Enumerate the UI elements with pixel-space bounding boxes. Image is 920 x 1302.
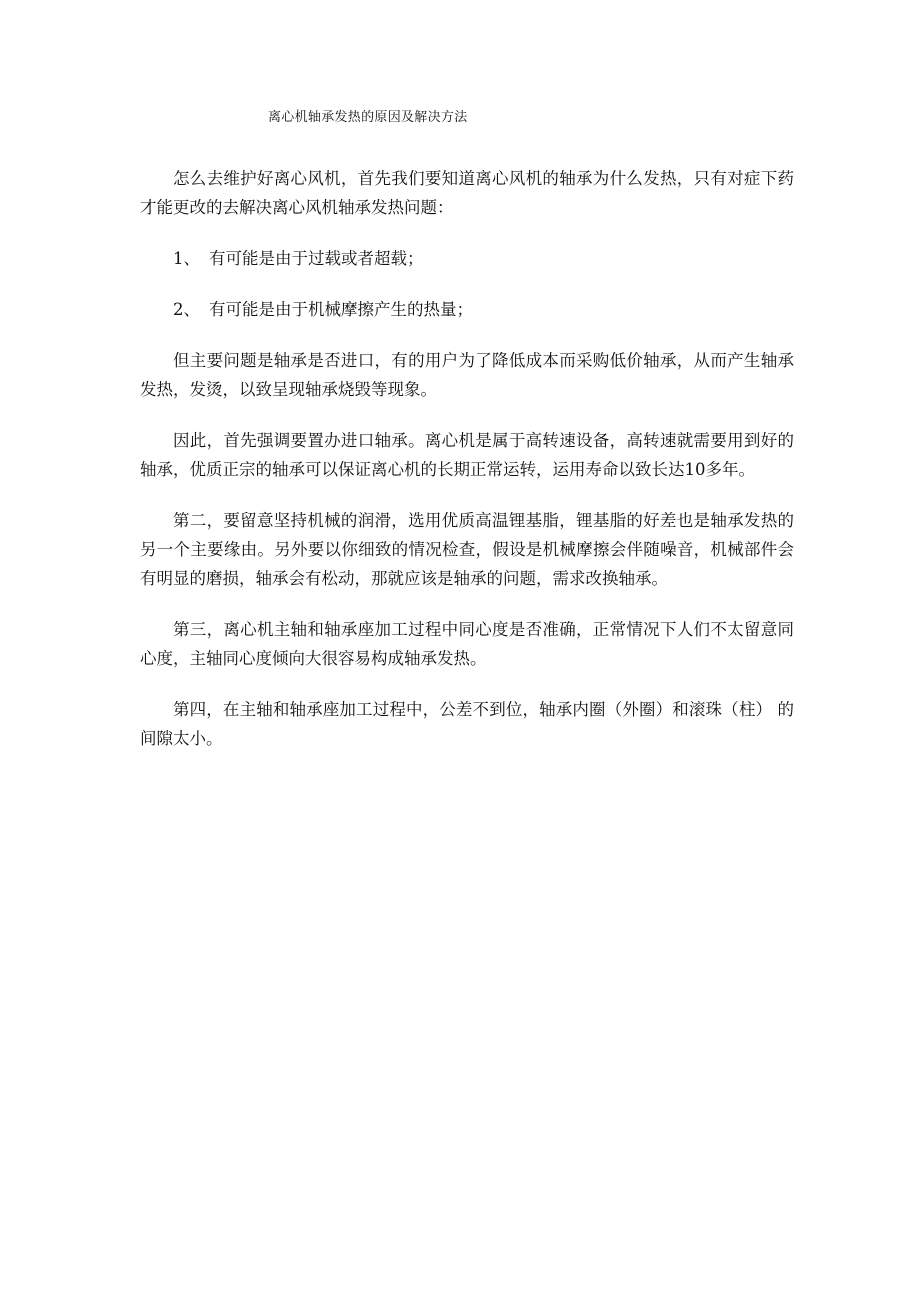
paragraph-imported-bearings: 但主要问题是轴承是否进口，有的用户为了降低成本而采购低价轴承，从而产生轴承发热，发烫，以致呈现轴承烧毁等现象。 <box>140 351 794 399</box>
paragraph-tolerance: 第四，在主轴和轴承座加工过程中，公差不到位，轴承内圈（外圈）和滚珠（柱） 的间隙太小。 <box>140 700 794 748</box>
document-title: 离心机轴承发热的原因及解决方法 <box>268 110 468 125</box>
paragraph-concentricity: 第三，离心机主轴和轴承座加工过程中同心度是否准确，正常情况下人们不太留意同心度，主轴同心度倾向大很容易构成轴承发热。 <box>140 620 794 668</box>
paragraph-lubrication: 第二，要留意坚持机械的润滑，选用优质高温锂基脂，锂基脂的好差也是轴承发热的另一个主要缘由。另外要以你细致的情况检查，假设是机械摩擦会伴随噪音，机械部件会有明显的磨损，轴承会有松动，那就应该是轴承的问题，需求改换轴承。 <box>140 511 794 588</box>
list-text-2: 有可能是由于机械摩擦产生的热量； <box>209 300 473 319</box>
list-number-1: 1、 <box>173 249 200 268</box>
list-item-2 <box>140 295 794 324</box>
list-text-1: 有可能是由于过载或者超载； <box>209 249 424 268</box>
list-number-2: 2、 <box>173 300 200 319</box>
paragraph-purchase-bearings: 因此，首先强调要置办进口轴承。离心机是属于高转速设备，高转速就需要用到好的轴承，优质正宗的轴承可以保证离心机的长期正常运转，运用寿命以致长达10多年。 <box>140 431 794 479</box>
list-item-1 <box>140 244 794 273</box>
intro-paragraph: 怎么去维护好离心风机，首先我们要知道离心风机的轴承为什么发热，只有对症下药才能更改的去解决离心风机轴承发热问题： <box>140 169 794 217</box>
document-body <box>140 164 794 775</box>
